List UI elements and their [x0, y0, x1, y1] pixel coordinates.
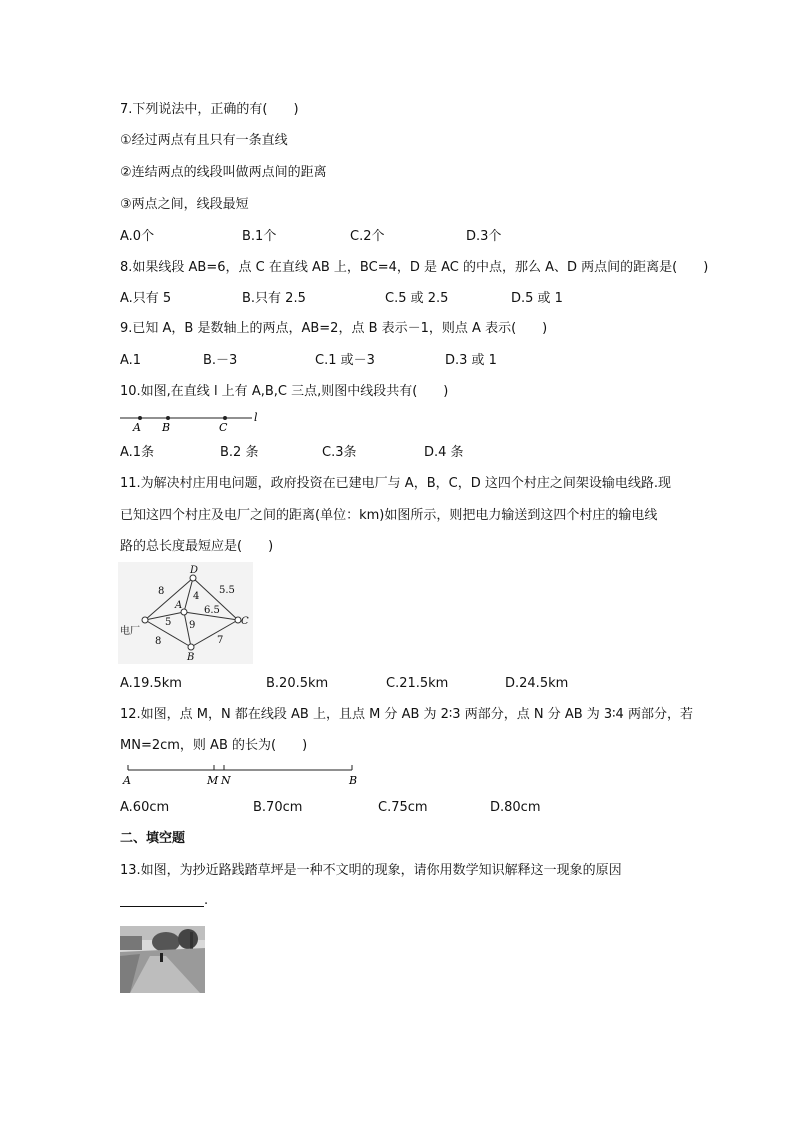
q9-option-a: A.1 [120, 353, 142, 368]
node-plant [142, 617, 148, 623]
q10-option-c: C.3条 [322, 445, 357, 460]
q12-stem-line-1: 12.如图，点 M，N 都在线段 AB 上，且点 M 分 AB 为 2∶3 两部分，点 N 分 AB 为 3∶4 两部分，若 [120, 707, 693, 722]
label-d: D [190, 565, 199, 576]
photo-person [160, 953, 163, 962]
label-c: C [241, 616, 249, 627]
point-c [223, 416, 227, 420]
edge-label-plant-d: 8 [158, 586, 165, 597]
label-plant: 电厂 [120, 626, 140, 637]
q10-stem: 10.如图,在直线 l 上有 A,B,C 三点,则图中线段共有( ) [120, 384, 449, 399]
section-title-fill-in: 二、填空题 [120, 831, 186, 846]
label-b: B [187, 652, 195, 663]
q7-statement-2: ②连结两点的线段叫做两点间的距离 [120, 165, 327, 180]
label-l: l [254, 411, 258, 424]
q9-option-b: B.－3 [203, 353, 238, 368]
q10-line-figure [118, 408, 268, 434]
label-c: C [219, 421, 228, 434]
node-b [188, 644, 194, 650]
q11-stem-line-3: 路的总长度最短应是( ) [120, 539, 274, 554]
edge-label-d-c: 5.5 [219, 585, 235, 596]
q8-option-d: D.5 或 1 [511, 291, 563, 306]
q9-option-d: D.3 或 1 [445, 353, 497, 368]
label-m: M [207, 774, 219, 787]
q8-option-a: A.只有 5 [120, 291, 172, 306]
q11-option-b: B.20.5km [266, 676, 329, 691]
q11-option-a: A.19.5km [120, 676, 182, 691]
label-a: A [133, 421, 141, 434]
label-n: N [221, 774, 231, 787]
q9-option-c: C.1 或－3 [315, 353, 375, 368]
q11-stem-line-1: 11.为解决村庄用电问题，政府投资在已建电厂与 A，B，C，D 这四个村庄之间架设输电线路.现 [120, 476, 671, 491]
photo-tree-1 [152, 932, 180, 952]
q7-stem: 7.下列说法中，正确的有( ) [120, 102, 299, 117]
q11-network-figure [118, 562, 253, 664]
edge-label-a-b: 9 [189, 620, 196, 631]
label-a: A [175, 600, 183, 611]
q7-option-a: A.0个 [120, 229, 155, 244]
q12-option-a: A.60cm [120, 800, 170, 815]
edge-label-plant-b: 8 [155, 636, 162, 647]
photo-building [120, 936, 142, 950]
label-b: B [162, 421, 171, 434]
q12-option-b: B.70cm [253, 800, 303, 815]
edge-label-plant-a: 5 [165, 617, 172, 628]
q13-lawn-photo [120, 926, 205, 993]
q8-stem: 8.如果线段 AB=6，点 C 在直线 AB 上，BC=4，D 是 AC 的中点，那么 A、D 两点间的距离是( ) [120, 260, 709, 275]
lawn-photo-drawing [120, 926, 205, 993]
label-b: B [349, 774, 358, 787]
photo-tree-2 [178, 929, 198, 949]
q12-option-d: D.80cm [490, 800, 541, 815]
q7-option-c: C.2个 [350, 229, 385, 244]
q8-option-c: C.5 或 2.5 [385, 291, 449, 306]
q7-option-d: D.3个 [466, 229, 502, 244]
q7-option-b: B.1个 [242, 229, 277, 244]
q11-option-d: D.24.5km [505, 676, 569, 691]
q8-option-b: B.只有 2.5 [242, 291, 306, 306]
q13-answer-blank [120, 906, 204, 907]
edge-label-d-a: 4 [193, 591, 200, 602]
q12-stem-line-2: MN=2cm，则 AB 的长为( ) [120, 738, 308, 753]
q11-option-c: C.21.5km [386, 676, 449, 691]
label-a: A [123, 774, 131, 787]
point-a [138, 416, 142, 420]
edge-label-b-c: 7 [217, 635, 224, 646]
edge-label-a-c: 6.5 [204, 605, 220, 616]
q12-option-c: C.75cm [378, 800, 428, 815]
q11-stem-line-2: 已知这四个村庄及电厂之间的距离(单位：km)如图所示，则把电力输送到这四个村庄的输电线 [120, 508, 658, 523]
q13-blank-period: . [204, 893, 209, 908]
q7-statement-1: ①经过两点有且只有一条直线 [120, 133, 288, 148]
q12-segment-figure [118, 762, 368, 788]
q13-stem: 13.如图，为抄近路践踏草坪是一种不文明的现象，请你用数学知识解释这一现象的原因 [120, 863, 622, 878]
q9-stem: 9.已知 A，B 是数轴上的两点，AB=2，点 B 表示－1，则点 A 表示( ) [120, 321, 548, 336]
q10-option-b: B.2 条 [220, 445, 259, 460]
q10-option-d: D.4 条 [424, 445, 464, 460]
q10-option-a: A.1条 [120, 445, 155, 460]
q7-statement-3: ③两点之间，线段最短 [120, 197, 249, 212]
point-b [166, 416, 170, 420]
